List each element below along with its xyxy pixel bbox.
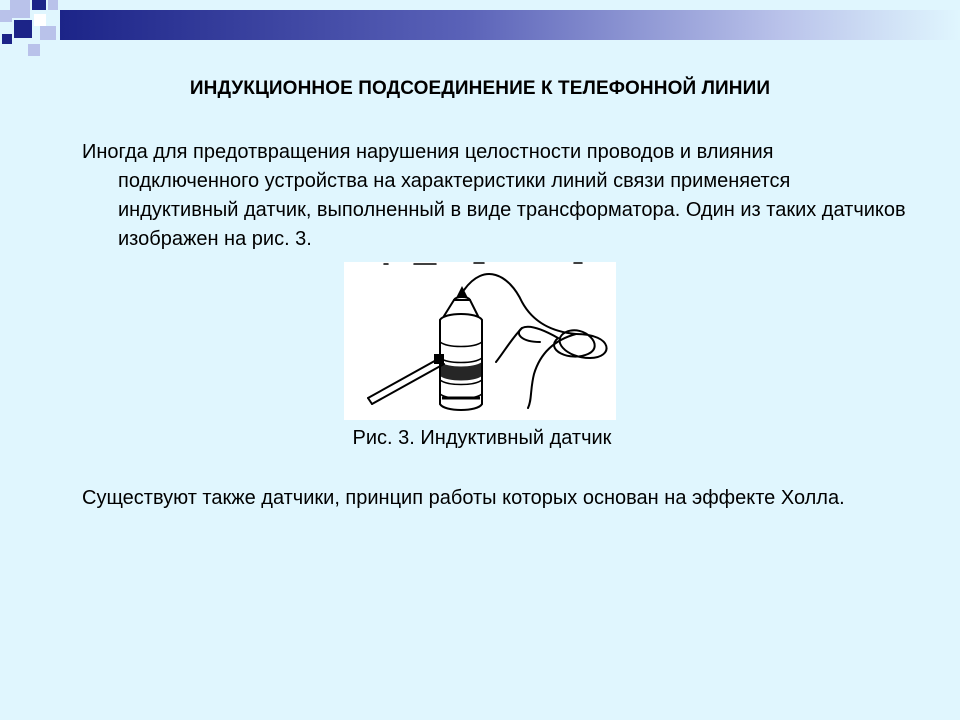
- deco-square: [32, 0, 46, 10]
- deco-square: [28, 44, 40, 56]
- header-gradient-bar: [60, 10, 960, 40]
- deco-square: [48, 0, 58, 10]
- deco-square: [14, 20, 32, 38]
- paragraph-hall-effect: Существуют также датчики, принцип работы которых основан на эффекте Холла.: [82, 487, 845, 509]
- slide-title: ИНДУКЦИОННОЕ ПОДСОЕДИНЕНИЕ К ТЕЛЕФОННОЙ ЛИНИИ: [189, 78, 771, 99]
- deco-square: [10, 0, 30, 18]
- deco-square: [40, 26, 56, 40]
- paragraph-intro: Иногда для предотвращения нарушения целостности проводов и влияния подключенного устройства на характеристики линий связи применяется индуктивный датчик, выполненный в виде трансформатора. Один из таких датчиков изображен на рис. 3.: [82, 141, 906, 250]
- inductive-sensor-drawing: [344, 262, 616, 420]
- deco-square: [34, 14, 46, 26]
- inductive-sensor-figure: [344, 262, 616, 420]
- figure-caption: Рис. 3. Индуктивный датчик: [352, 427, 612, 449]
- deco-square: [2, 34, 12, 44]
- deco-square: [0, 10, 12, 22]
